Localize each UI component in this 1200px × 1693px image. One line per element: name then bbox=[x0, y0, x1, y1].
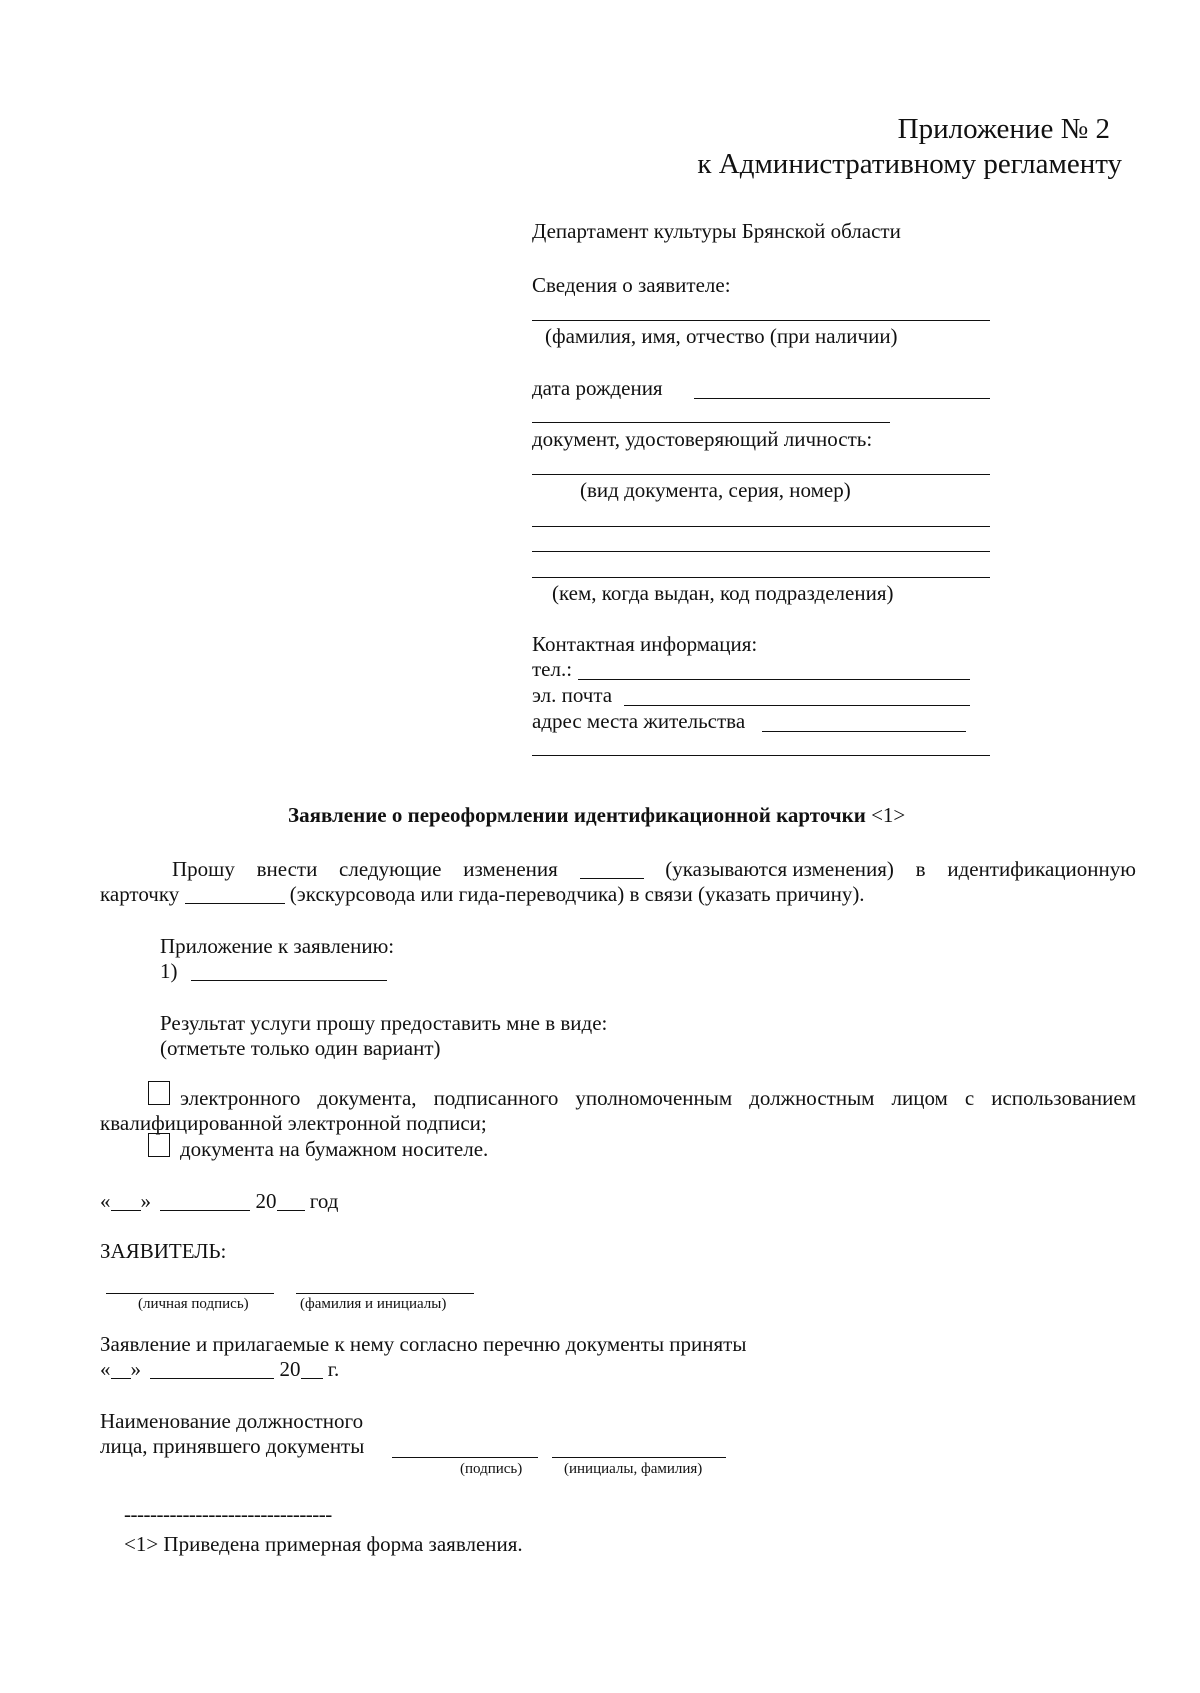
documents-accepted-text: Заявление и прилагаемые к нему согласно перечню документы приняты bbox=[100, 1332, 747, 1356]
option-electronic-checkbox[interactable] bbox=[148, 1081, 170, 1105]
fio-line[interactable] bbox=[532, 320, 990, 321]
body-card-word: карточку bbox=[100, 882, 180, 906]
address-line-2[interactable] bbox=[532, 755, 990, 756]
official-signature-line[interactable] bbox=[392, 1457, 538, 1458]
date-quote-close: » bbox=[140, 1189, 151, 1213]
id-document-hint: (вид документа, серия, номер) bbox=[580, 478, 851, 502]
statement-title-footnote-ref: <1> bbox=[871, 803, 906, 827]
accepted-year-suffix: г. bbox=[327, 1357, 340, 1381]
address-line[interactable] bbox=[762, 731, 966, 732]
birth-date-line-2[interactable] bbox=[532, 422, 890, 423]
phone-line[interactable] bbox=[578, 679, 970, 680]
result-delivery-hint: (отметьте только один вариант) bbox=[160, 1036, 441, 1060]
footnote-separator: -------------------------------- bbox=[124, 1502, 332, 1526]
accepted-month-blank[interactable] bbox=[150, 1357, 274, 1379]
option-word: использованием bbox=[991, 1086, 1136, 1110]
application-date bbox=[100, 1189, 338, 1214]
date-year-suffix: год bbox=[309, 1189, 339, 1213]
contact-info-title: Контактная информация: bbox=[532, 632, 758, 656]
attachments-title: Приложение к заявлению: bbox=[160, 934, 395, 958]
footnote-text: <1> Приведена примерная форма заявления. bbox=[124, 1532, 523, 1556]
accepted-quote-open: « bbox=[100, 1357, 111, 1381]
official-signature-hint: (подпись) bbox=[460, 1461, 523, 1477]
body-word: Прошу bbox=[172, 857, 235, 881]
accepted-day-blank[interactable] bbox=[111, 1357, 131, 1379]
option-word: должностным bbox=[749, 1086, 875, 1110]
applicant-label: ЗАЯВИТЕЛЬ: bbox=[100, 1239, 227, 1263]
body-word: внести bbox=[256, 857, 318, 881]
body-word: следующие bbox=[339, 857, 442, 881]
appendix-reference: к Административному регламенту bbox=[697, 148, 1122, 180]
option-electronic-line-1 bbox=[180, 1086, 1136, 1111]
request-paragraph-line-1 bbox=[172, 857, 1136, 882]
date-year-prefix: 20 bbox=[255, 1189, 277, 1213]
birth-date-line[interactable] bbox=[694, 398, 990, 399]
option-paper-checkbox[interactable] bbox=[148, 1133, 170, 1157]
changes-blank[interactable] bbox=[580, 857, 644, 879]
body-changes-hint: (указываются изменения) bbox=[665, 857, 894, 881]
option-paper-label: документа на бумажном носителе. bbox=[180, 1137, 489, 1161]
option-word: подписанного bbox=[433, 1086, 559, 1110]
date-quote-open: « bbox=[100, 1189, 111, 1213]
accepted-date bbox=[100, 1357, 339, 1382]
applicant-signature-hint: (личная подпись) bbox=[138, 1296, 249, 1312]
issued-line-1[interactable] bbox=[532, 526, 990, 527]
body-word: идентификационную bbox=[947, 857, 1136, 881]
card-type-blank[interactable] bbox=[185, 882, 285, 904]
option-word: документа, bbox=[317, 1086, 417, 1110]
attachment-item-number: 1) bbox=[160, 959, 178, 983]
date-day-blank[interactable] bbox=[111, 1189, 141, 1211]
body-word: в bbox=[915, 857, 926, 881]
accepted-quote-close: » bbox=[130, 1357, 141, 1381]
recipient-department: Департамент культуры Брянской области bbox=[532, 219, 901, 243]
official-title-line-2: лица, принявшего документы bbox=[100, 1434, 365, 1458]
issued-line-3[interactable] bbox=[532, 577, 990, 578]
issued-line-2[interactable] bbox=[532, 551, 990, 552]
applicant-signature-line[interactable] bbox=[106, 1293, 274, 1294]
request-paragraph-line-2 bbox=[100, 882, 865, 907]
accepted-year-prefix: 20 bbox=[279, 1357, 301, 1381]
option-word: уполномоченным bbox=[575, 1086, 733, 1110]
statement-title bbox=[288, 803, 905, 828]
date-year-blank[interactable] bbox=[277, 1189, 305, 1211]
attachment-item-1 bbox=[160, 959, 387, 984]
appendix-number: Приложение № 2 bbox=[897, 113, 1110, 145]
applicant-info-title: Сведения о заявителе: bbox=[532, 273, 731, 297]
body-reason-text: (экскурсовода или гида-переводчика) в связи (указать причину). bbox=[289, 882, 865, 906]
body-word: изменения bbox=[463, 857, 558, 881]
phone-label: тел.: bbox=[532, 657, 573, 681]
id-document-label: документ, удостоверяющий личность: bbox=[532, 427, 873, 451]
fio-hint: (фамилия, имя, отчество (при наличии) bbox=[545, 324, 898, 348]
option-word: с bbox=[964, 1086, 975, 1110]
issued-hint: (кем, когда выдан, код подразделения) bbox=[552, 581, 894, 605]
birth-date-label: дата рождения bbox=[532, 376, 663, 400]
official-name-line[interactable] bbox=[552, 1457, 726, 1458]
email-label: эл. почта bbox=[532, 683, 613, 707]
email-line[interactable] bbox=[624, 705, 970, 706]
date-month-blank[interactable] bbox=[160, 1189, 250, 1211]
applicant-name-line[interactable] bbox=[296, 1293, 474, 1294]
address-label: адрес места жительства bbox=[532, 709, 746, 733]
accepted-year-blank[interactable] bbox=[301, 1357, 323, 1379]
attachment-item-blank[interactable] bbox=[191, 959, 387, 981]
option-electronic-line-2: квалифицированной электронной подписи; bbox=[100, 1111, 487, 1135]
option-word: лицом bbox=[891, 1086, 948, 1110]
result-delivery-title: Результат услуги прошу предоставить мне в виде: bbox=[160, 1011, 608, 1035]
applicant-name-hint: (фамилия и инициалы) bbox=[300, 1296, 447, 1312]
official-name-hint: (инициалы, фамилия) bbox=[564, 1461, 703, 1477]
option-word: электронного bbox=[180, 1086, 301, 1110]
id-document-line[interactable] bbox=[532, 474, 990, 475]
statement-title-text: Заявление о переоформлении идентификационной карточки bbox=[288, 803, 866, 827]
official-title-line-1: Наименование должностного bbox=[100, 1409, 364, 1433]
